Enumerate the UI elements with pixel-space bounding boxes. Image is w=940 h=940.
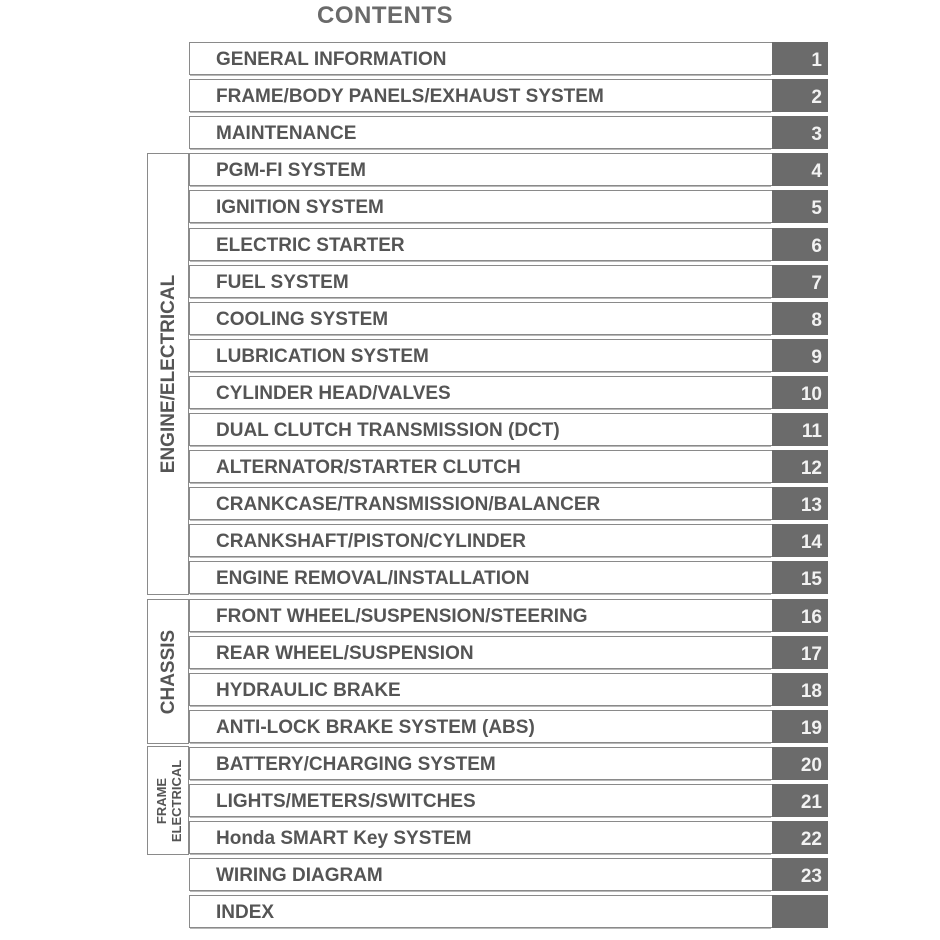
toc-row[interactable] — [189, 376, 828, 409]
page-title: CONTENTS — [317, 2, 453, 29]
section-title-box[interactable] — [189, 79, 772, 112]
section-tab[interactable] — [772, 487, 828, 520]
group-label-line1: FRAME — [153, 777, 169, 824]
section-title-box[interactable] — [189, 895, 772, 928]
section-number: 10 — [800, 384, 822, 405]
toc-row[interactable] — [189, 153, 828, 186]
toc-row[interactable] — [189, 116, 828, 149]
section-tab[interactable] — [772, 116, 828, 149]
section-title-box[interactable] — [189, 524, 772, 557]
section-title-box[interactable] — [189, 784, 772, 817]
section-title: MAINTENANCE — [216, 123, 357, 144]
section-tab[interactable] — [772, 413, 828, 446]
section-number: 8 — [811, 310, 822, 331]
section-title: FUEL SYSTEM — [216, 272, 349, 293]
section-number: 17 — [800, 644, 822, 665]
toc-row[interactable] — [189, 858, 828, 891]
section-number: 7 — [811, 273, 822, 294]
section-title-box[interactable] — [189, 673, 772, 706]
toc-row[interactable] — [189, 710, 828, 743]
section-title-box[interactable] — [189, 228, 772, 261]
section-title: INDEX — [216, 902, 275, 923]
section-number: 18 — [800, 681, 822, 702]
toc-row[interactable] — [189, 487, 828, 520]
section-tab[interactable] — [772, 190, 828, 223]
toc-row[interactable] — [189, 413, 828, 446]
section-title: Honda SMART Key SYSTEM — [216, 828, 472, 849]
section-number: 2 — [811, 87, 822, 108]
section-title: IGNITION SYSTEM — [216, 197, 384, 218]
group-label-line2: ELECTRICAL — [168, 759, 184, 842]
section-title-box[interactable] — [189, 450, 772, 483]
section-title: LIGHTS/METERS/SWITCHES — [216, 791, 476, 812]
toc-row[interactable] — [189, 450, 828, 483]
toc-row[interactable] — [189, 265, 828, 298]
section-number: 11 — [801, 421, 822, 442]
section-tab[interactable] — [772, 599, 828, 632]
section-number: 19 — [800, 718, 822, 739]
toc-row[interactable] — [189, 673, 828, 706]
toc-row[interactable] — [189, 339, 828, 372]
section-title: REAR WHEEL/SUSPENSION — [216, 643, 474, 664]
toc-row[interactable] — [189, 561, 828, 594]
toc-row[interactable] — [189, 821, 828, 854]
toc-row[interactable] — [189, 636, 828, 669]
section-title-box[interactable] — [189, 858, 772, 891]
section-title-box[interactable] — [189, 116, 772, 149]
section-number: 9 — [811, 347, 822, 368]
section-tab[interactable] — [772, 821, 828, 854]
section-number: 22 — [800, 829, 822, 850]
section-number: 15 — [800, 569, 822, 590]
section-title-box[interactable] — [189, 153, 772, 186]
section-tab[interactable] — [772, 747, 828, 780]
toc-row[interactable] — [189, 524, 828, 557]
section-tab[interactable] — [772, 228, 828, 261]
section-title-box[interactable] — [189, 599, 772, 632]
toc-row[interactable] — [189, 302, 828, 335]
section-tab[interactable] — [772, 302, 828, 335]
section-number: 23 — [800, 866, 822, 887]
section-tab[interactable] — [772, 673, 828, 706]
section-title: ELECTRIC STARTER — [216, 235, 405, 256]
section-tab[interactable] — [772, 895, 828, 928]
section-title: PGM-FI SYSTEM — [216, 160, 366, 181]
section-title-box[interactable] — [189, 561, 772, 594]
section-title-box[interactable] — [189, 190, 772, 223]
group-label-engine-electrical: ENGINE/ELECTRICAL — [157, 274, 179, 474]
section-title: LUBRICATION SYSTEM — [216, 346, 429, 367]
section-title: GENERAL INFORMATION — [216, 49, 447, 70]
section-number: 12 — [800, 458, 822, 479]
section-title-box[interactable] — [189, 42, 772, 75]
section-title: CRANKCASE/TRANSMISSION/BALANCER — [216, 494, 601, 515]
section-number: 4 — [811, 161, 822, 182]
section-tab[interactable] — [772, 561, 828, 594]
section-title: COOLING SYSTEM — [216, 309, 389, 330]
section-tab[interactable] — [772, 636, 828, 669]
section-number: 16 — [800, 607, 822, 628]
section-tab[interactable] — [772, 79, 828, 112]
section-title-box[interactable] — [189, 413, 772, 446]
section-title-box[interactable] — [189, 821, 772, 854]
section-number: 3 — [811, 124, 822, 145]
section-number: 20 — [800, 755, 822, 776]
section-number: 14 — [800, 532, 822, 553]
section-title: CRANKSHAFT/PISTON/CYLINDER — [216, 531, 526, 552]
toc-row[interactable] — [189, 599, 828, 632]
section-tab[interactable] — [772, 376, 828, 409]
section-number: 21 — [800, 792, 822, 813]
section-title-box[interactable] — [189, 265, 772, 298]
section-tab[interactable] — [772, 858, 828, 891]
section-title: CYLINDER HEAD/VALVES — [216, 383, 451, 404]
group-engine-electrical — [147, 153, 189, 595]
section-title: WIRING DIAGRAM — [216, 865, 383, 886]
toc-row[interactable] — [189, 79, 828, 112]
section-title: DUAL CLUTCH TRANSMISSION (DCT) — [216, 420, 560, 441]
toc-row[interactable] — [189, 895, 828, 928]
section-title: ANTI-LOCK BRAKE SYSTEM (ABS) — [216, 717, 535, 738]
section-tab[interactable] — [772, 450, 828, 483]
section-title: ENGINE REMOVAL/INSTALLATION — [216, 568, 530, 589]
group-label-frame-electrical — [154, 759, 184, 841]
group-chassis — [147, 599, 189, 744]
section-title-box[interactable] — [189, 302, 772, 335]
toc-row[interactable] — [189, 784, 828, 817]
section-title-box[interactable] — [189, 339, 772, 372]
section-title: ALTERNATOR/STARTER CLUTCH — [216, 457, 521, 478]
section-tab[interactable] — [772, 339, 828, 372]
section-title-box[interactable] — [189, 376, 772, 409]
group-frame-electrical — [147, 746, 189, 855]
section-number: 1 — [811, 50, 822, 71]
section-title-box[interactable] — [189, 487, 772, 520]
section-tab[interactable] — [772, 524, 828, 557]
section-title-box[interactable] — [189, 747, 772, 780]
section-title: HYDRAULIC BRAKE — [216, 680, 401, 701]
section-tab[interactable] — [772, 265, 828, 298]
section-number: 13 — [800, 495, 822, 516]
group-label-chassis: CHASSIS — [157, 629, 179, 714]
section-tab[interactable] — [772, 42, 828, 75]
section-tab[interactable] — [772, 784, 828, 817]
section-number: 6 — [811, 236, 822, 257]
section-number: 5 — [811, 198, 822, 219]
toc-row[interactable] — [189, 747, 828, 780]
toc-row[interactable] — [189, 190, 828, 223]
toc-row[interactable] — [189, 228, 828, 261]
section-title: FRONT WHEEL/SUSPENSION/STEERING — [216, 606, 588, 627]
section-title-box[interactable] — [189, 636, 772, 669]
section-tab[interactable] — [772, 153, 828, 186]
section-tab[interactable] — [772, 710, 828, 743]
section-title: FRAME/BODY PANELS/EXHAUST SYSTEM — [216, 86, 604, 107]
section-title-box[interactable] — [189, 710, 772, 743]
toc-row[interactable] — [189, 42, 828, 75]
section-title: BATTERY/CHARGING SYSTEM — [216, 754, 496, 775]
